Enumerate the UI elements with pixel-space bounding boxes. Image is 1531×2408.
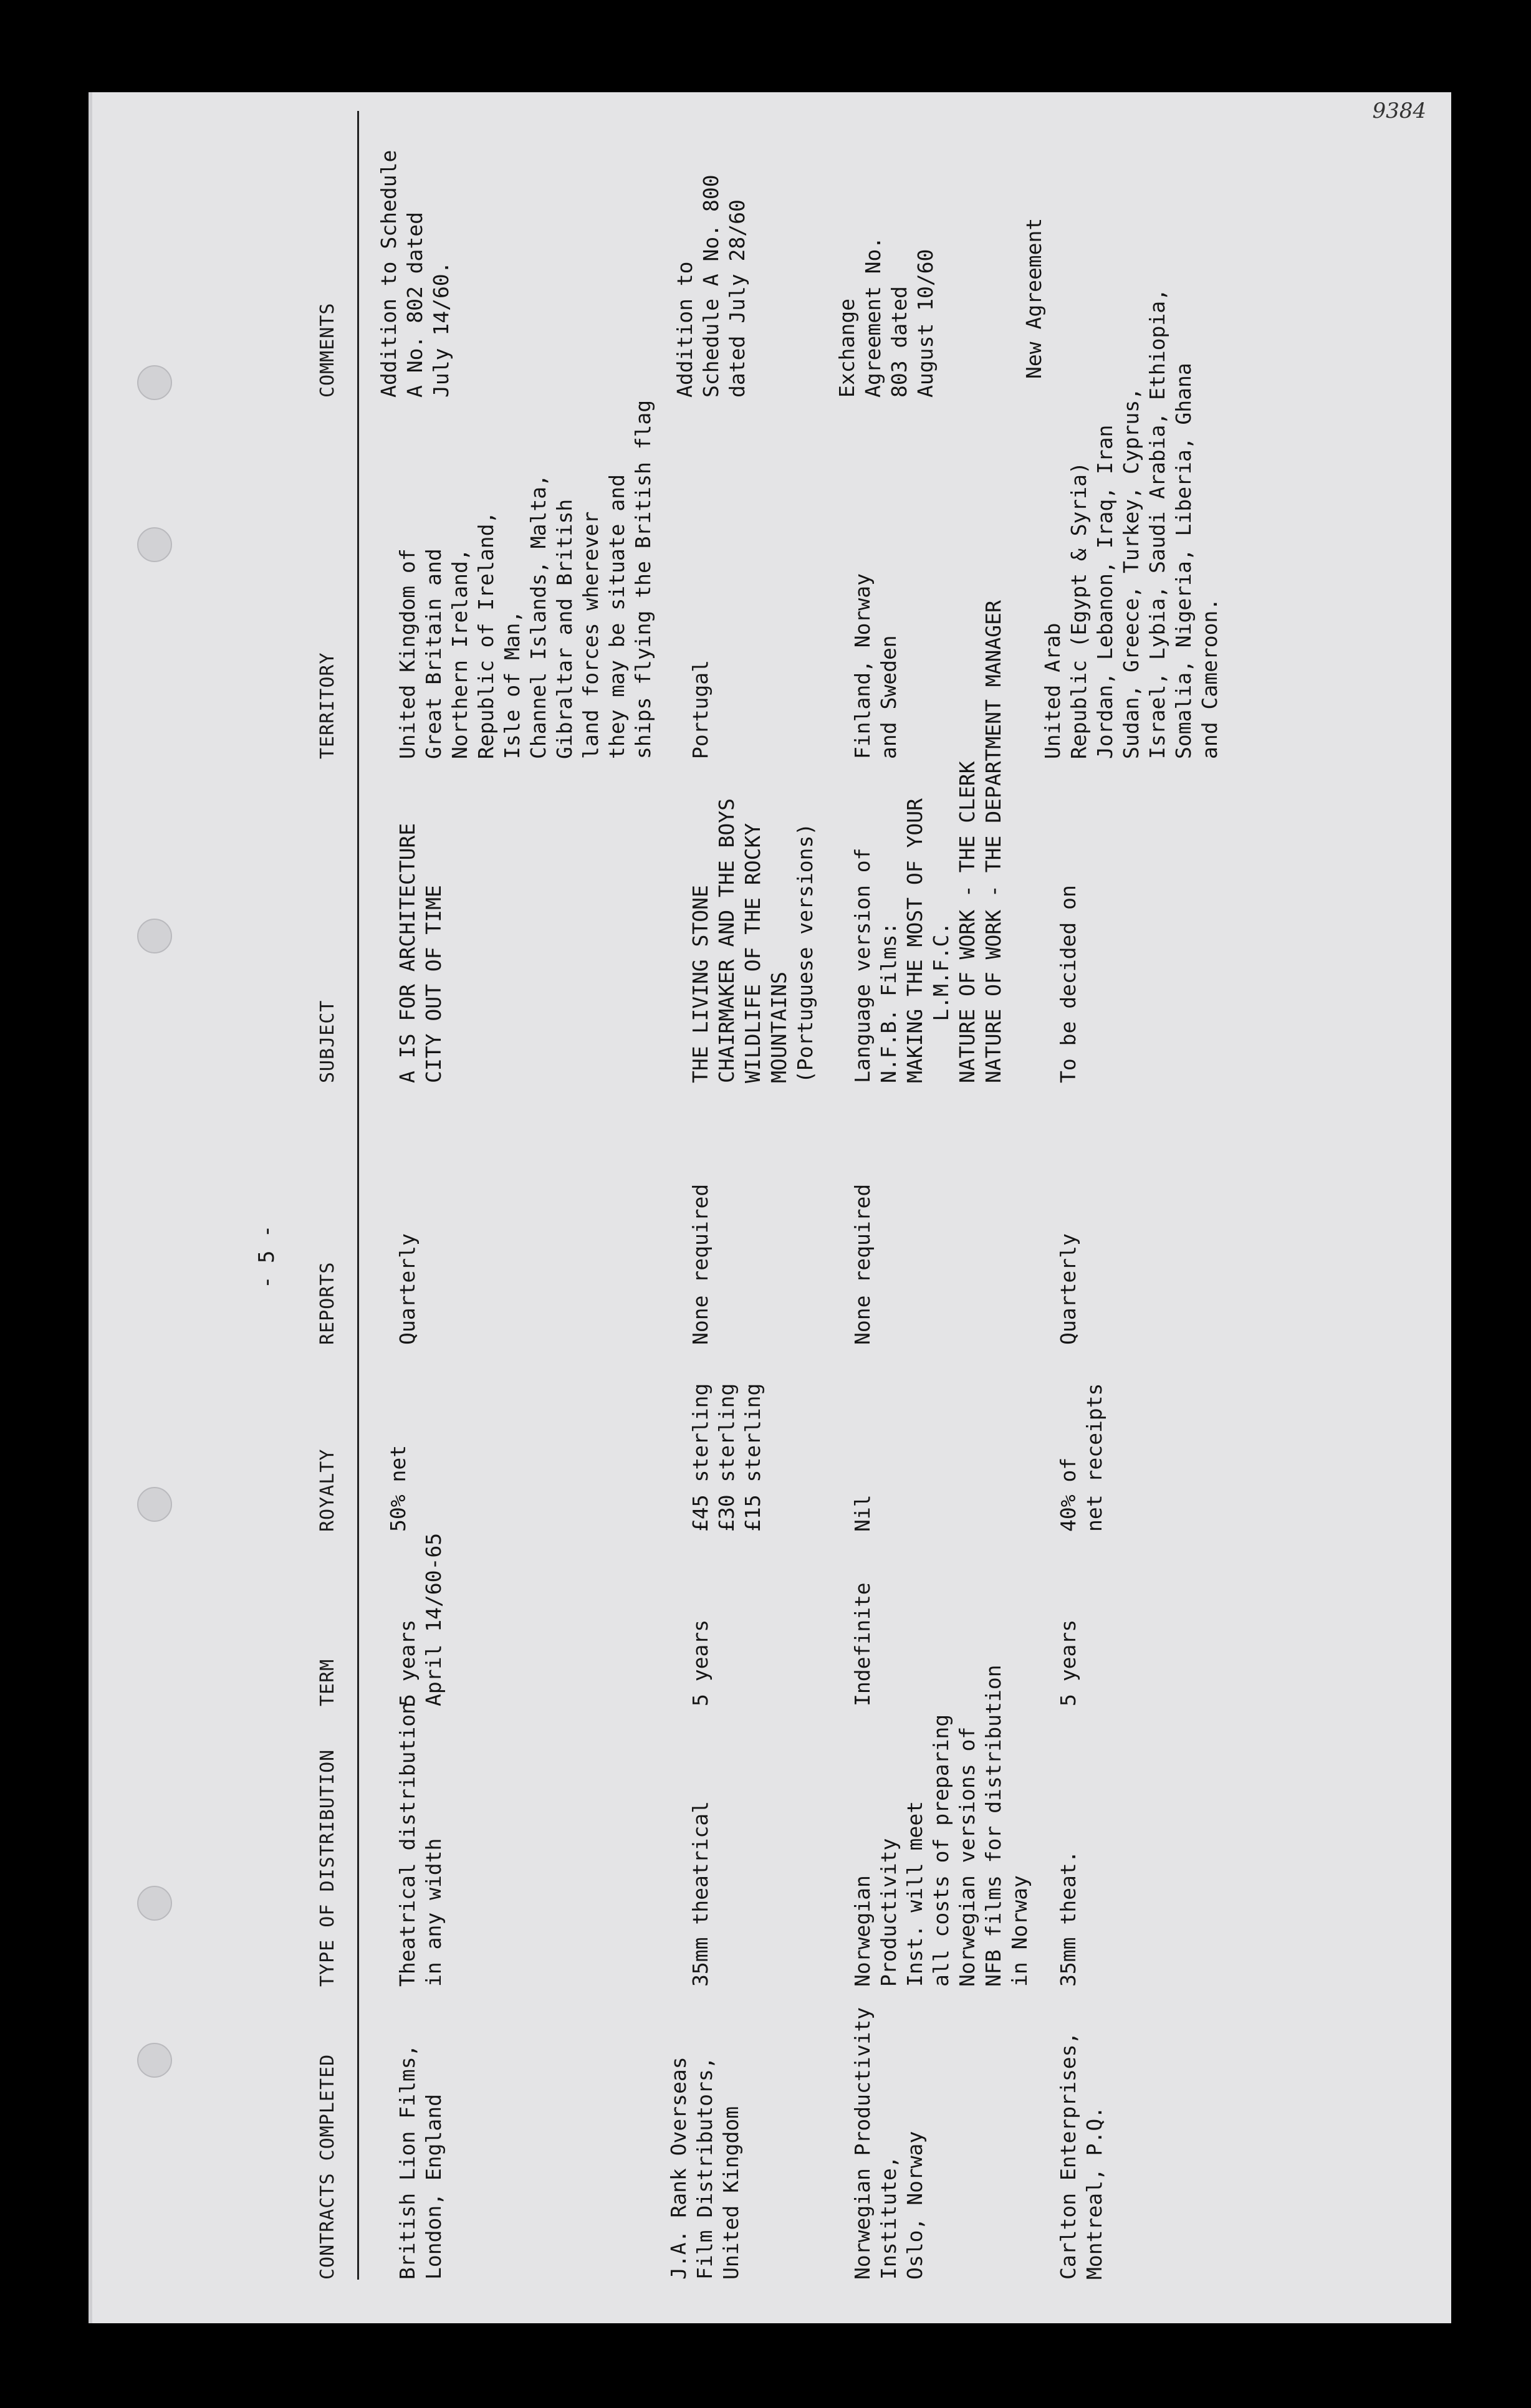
row-3-contract: Norwegian Productivity Institute, Oslo, Norway bbox=[850, 2007, 927, 2280]
row-1-territory: United Kingdom of Great Britain and Northern Ireland, Republic of Ireland, Isle of Man, Channel Islands, Malta, Gibraltar and British land forces wherever they may be situate and ships flying the British flag bbox=[395, 399, 655, 759]
row-2-type: 35mm theatrical bbox=[688, 1800, 713, 1987]
header-reports: REPORTS bbox=[317, 1261, 338, 1345]
row-3-type: Norwegian Productivity Inst. will meet all costs of preparing Norwegian versions of NFB films for distribution in Norway bbox=[850, 1665, 1032, 1987]
row-4-contract: Carlton Enterprises, Montreal, P.Q. bbox=[1056, 2032, 1106, 2280]
row-2-territory: Portugal bbox=[688, 660, 713, 759]
row-1-type: Theatrical distribution in any width bbox=[395, 1702, 446, 1987]
row-3-subject: Language version of N.F.B. Films: MAKING THE MOST OF YOUR L.M.F.C. NATURE OF WORK - THE CLERK NATURE OF WORK - THE DEPARTMENT MANAGER bbox=[850, 600, 1005, 1083]
row-1-comments: Addition to Schedule A No. 802 dated July 14/60. bbox=[377, 150, 453, 398]
row-4-type: 35mm theat. bbox=[1056, 1850, 1080, 1987]
row-1-subject: A IS FOR ARCHITECTURE CITY OUT OF TIME bbox=[395, 823, 446, 1083]
row-3-term: Indefinite bbox=[850, 1582, 875, 1706]
row-1-royalty: 50% net bbox=[386, 1445, 410, 1532]
row-4-subject: To be decided on bbox=[1056, 885, 1080, 1083]
header-contracts: CONTRACTS COMPLETED bbox=[317, 2053, 338, 2280]
sheet-label: - 5 - bbox=[254, 1225, 279, 1289]
header-territory: TERRITORY bbox=[317, 652, 338, 759]
row-2-subject: THE LIVING STONE CHAIRMAKER AND THE BOYS WILDLIFE OF THE ROCKY MOUNTAINS (Portuguese versions) bbox=[688, 798, 817, 1083]
header-subject: SUBJECT bbox=[317, 1000, 338, 1083]
row-2-royalty: £45 sterling £30 sterling £15 sterling bbox=[688, 1383, 765, 1532]
row-1-reports: Quarterly bbox=[395, 1233, 420, 1345]
row-1-contract: British Lion Films, London, England bbox=[395, 2044, 446, 2280]
rotated-table bbox=[92, 92, 1451, 2323]
row-2-contract: J.A. Rank Overseas Film Distributors, United Kingdom bbox=[666, 2057, 743, 2280]
header-comments: COMMENTS bbox=[317, 302, 338, 398]
row-1-term: 5 years April 14/60-65 bbox=[395, 1532, 446, 1706]
row-3-comments: Exchange Agreement No. 803 dated August 10/60 bbox=[835, 236, 938, 398]
row-4-royalty: 40% of net receipts bbox=[1056, 1383, 1106, 1532]
header-rule bbox=[357, 111, 359, 2280]
page-number: 9384 bbox=[1372, 98, 1426, 123]
row-4-term: 5 years bbox=[1056, 1619, 1080, 1706]
header-term: TERM bbox=[317, 1658, 338, 1706]
row-3-reports: None required bbox=[850, 1183, 875, 1345]
row-2-comments: Addition to Schedule A No. 800 dated July 28/60 bbox=[673, 174, 749, 398]
row-4-reports: Quarterly bbox=[1056, 1233, 1080, 1345]
row-2-term: 5 years bbox=[688, 1619, 713, 1706]
row-4-comments: New Agreement bbox=[1022, 217, 1046, 379]
row-3-territory: Finland, Norway and Sweden bbox=[850, 573, 901, 759]
document-page bbox=[92, 92, 1451, 2323]
row-4-territory: United Arab Republic (Egypt & Syria) Jordan, Lebanon, Iraq, Iran Sudan, Greece, Turkey, Cyprus, Israel, Lybia, Saudi Arabia, Ethiopia, Somalia, Nigeria, Liberia, Ghana and Cameroon. bbox=[1040, 289, 1222, 759]
header-type: TYPE OF DISTRIBUTION bbox=[317, 1749, 338, 1987]
header-royalty: ROYALTY bbox=[317, 1448, 338, 1532]
row-3-royalty: Nil bbox=[850, 1494, 875, 1532]
row-2-reports: None required bbox=[688, 1183, 713, 1345]
